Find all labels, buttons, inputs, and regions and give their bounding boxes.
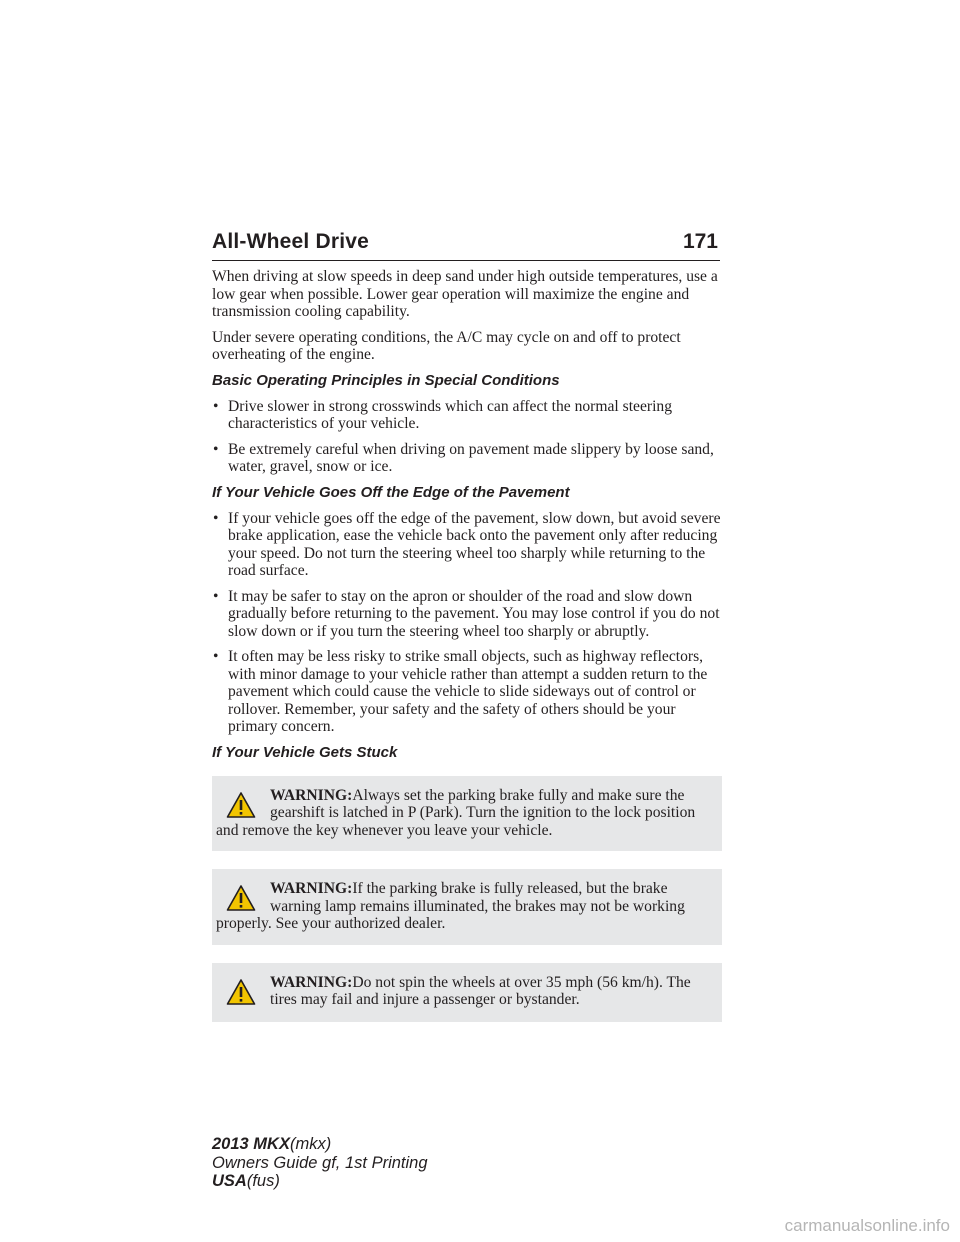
list-item-text: If your vehicle goes off the edge of the pavement, slow down, but avoid severe brake application, ease the vehicle back onto the pavement only after reducing your speed. Do not turn the steering wheel too sharply while returning to the road surface. [228, 509, 721, 579]
warning-triangle-icon [226, 884, 256, 912]
list-item [212, 648, 722, 736]
warning-triangle-icon [226, 791, 256, 819]
bullet-glyph: • [213, 509, 219, 527]
footer-market-code: (fus) [246, 1172, 280, 1190]
list-item [212, 398, 722, 433]
warning-text: Do not spin the wheels at over 35 mph (56 km/h). The tires may fail and injure a passenger or bystander. [270, 973, 691, 1008]
footer-line: Owners Guide gf, 1st Printing [212, 1153, 428, 1172]
page-content [212, 268, 722, 1040]
warning-box [212, 963, 722, 1022]
chapter-title: All-Wheel Drive [212, 230, 370, 253]
list-item-text: It may be safer to stay on the apron or shoulder of the road and slow down gradually before returning to the pavement. You may lose control if you do not slow down or if you turn the steering wheel too sharply or abruptly. [228, 587, 720, 640]
bullet-glyph: • [213, 440, 219, 458]
list-item [212, 588, 722, 641]
bullet-list [212, 398, 722, 476]
section-heading: If Your Vehicle Gets Stuck [212, 743, 398, 761]
warning-text: Always set the parking brake fully and make sure the gearshift is latched in P (Park). Turn the ignition to the lock position and remove the key whenever you leave your vehicle. [216, 786, 696, 839]
list-item [212, 510, 722, 580]
watermark: carmanualsonline.info [784, 1216, 950, 1235]
warning-label: WARNING: [270, 880, 353, 897]
bullet-glyph: • [213, 648, 219, 665]
footer-market: USA [212, 1172, 247, 1190]
list-item-text: Drive slower in strong crosswinds which can affect the normal steering characteristics of your vehicle. [228, 397, 673, 432]
warning-box [212, 776, 722, 852]
section-heading: If Your Vehicle Goes Off the Edge of the Pavement [212, 483, 570, 501]
footer-line [212, 1172, 428, 1191]
intro-paragraph: When driving at slow speeds in deep sand under high outside temperatures, use a low gear when possible. Lower gear operation will maximize the engine and transmission cooling capability. [212, 268, 718, 320]
footer-model-code: (mkx) [289, 1135, 332, 1153]
warning-text: If the parking brake is fully released, but the brake warning lamp remains illuminated, the brakes may not be working properly. See your authorized dealer. [216, 880, 685, 932]
page-number: 171 [682, 230, 718, 253]
footer-line [212, 1135, 428, 1154]
section-heading: Basic Operating Principles in Special Conditions [212, 371, 560, 389]
warning-triangle-icon [226, 978, 256, 1006]
list-item [212, 441, 722, 476]
footer-model: 2013 MKX [212, 1135, 290, 1153]
bullet-glyph: • [213, 397, 219, 415]
intro-paragraph: Under severe operating conditions, the A/C may cycle on and off to protect overheating of the engine. [212, 328, 681, 363]
page-header [212, 228, 720, 261]
bullet-list [212, 510, 722, 736]
print-footer [212, 1135, 428, 1191]
warning-box [212, 869, 722, 945]
warning-label: WARNING: [270, 973, 353, 991]
bullet-glyph: • [213, 587, 219, 605]
warning-label: WARNING: [270, 786, 353, 804]
list-item-text: It often may be less risky to strike small objects, such as highway reflectors, with minor damage to your vehicle rather than attempt a sudden return to the pavement which could cause the vehicle to slide sideways out of control or rollover. Remember, your safety and the safety of others should be your primary concern. [228, 648, 708, 735]
list-item-text: Be extremely careful when driving on pavement made slippery by loose sand, water, gravel, snow or ice. [228, 440, 714, 475]
